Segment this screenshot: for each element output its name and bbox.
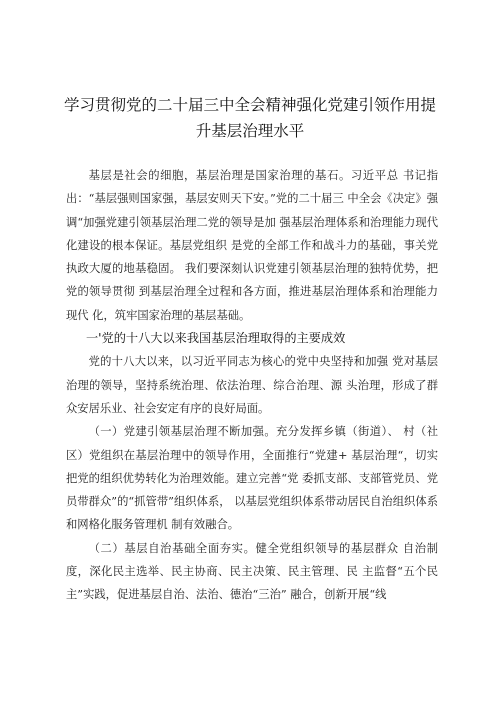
title-line-1: 学习贯彻党的二十届三中全会精神强化党建引领作用提 [63, 96, 436, 114]
intro-paragraph: 基层是社会的细胞，基层治理是国家治理的基石。习近平总 书记指出：“基层强则国家强，基层安则天下安。”党的二十届三 中全会《决定》强调“加强党建引领基层治理二党的领导是加 强基层治理体系和治理能力现代化建设的根本保证。基层党组织 是党的全部工作和战斗力的基础，事关党执政大厦的地基稳固。 我们要深刻认识党建引领基层治理的独特优势，把党的领导贯彻 到基层治理全过程和各方面，推进基层治理体系和治理能力现代 化，筑牢国家治理的基层基础。 [66, 169, 438, 322]
title-line-2: 升基层治理水平 [195, 122, 305, 140]
document-title [50, 92, 450, 144]
section-intro-paragraph: 党的十八大以来，以习近平同志为核心的党中央坚持和加强 党对基层治理的领导，坚持系统治理、依法治理、综合治理、源 头治理，形成了群众安居乐业、社会安定有序的良好局面。 [66, 355, 438, 415]
section-heading: 一'党的十八大以来我国基层治理取得的主要成效 [86, 331, 346, 346]
point-paragraph-1: （一）党建引领基层治理不断加强。充分发挥乡镇（街道）、 村（社区）党组织在基层治理中的领导作用，全面推行“党建+ 基层治理“，切实把党的组织优势转化为治理效能。建立完善“党 委抓支部、支部管党员、党员带群众”的“抓管带”组织体系， 以基层党组织体系带动居民自治组织体系和网格化服务管理机 制有效融合。 [66, 425, 438, 532]
point-paragraph-2: （二）基层自治基础全面夯实。健全党组织领导的基层群众 自治制度，深化民主选举、民主协商、民主决策、民主管理、民 主监督“五个民主”实践，促进基层自治、法治、德治“三治” 融合，创新开展“线 [66, 541, 438, 602]
document-body [66, 164, 438, 607]
